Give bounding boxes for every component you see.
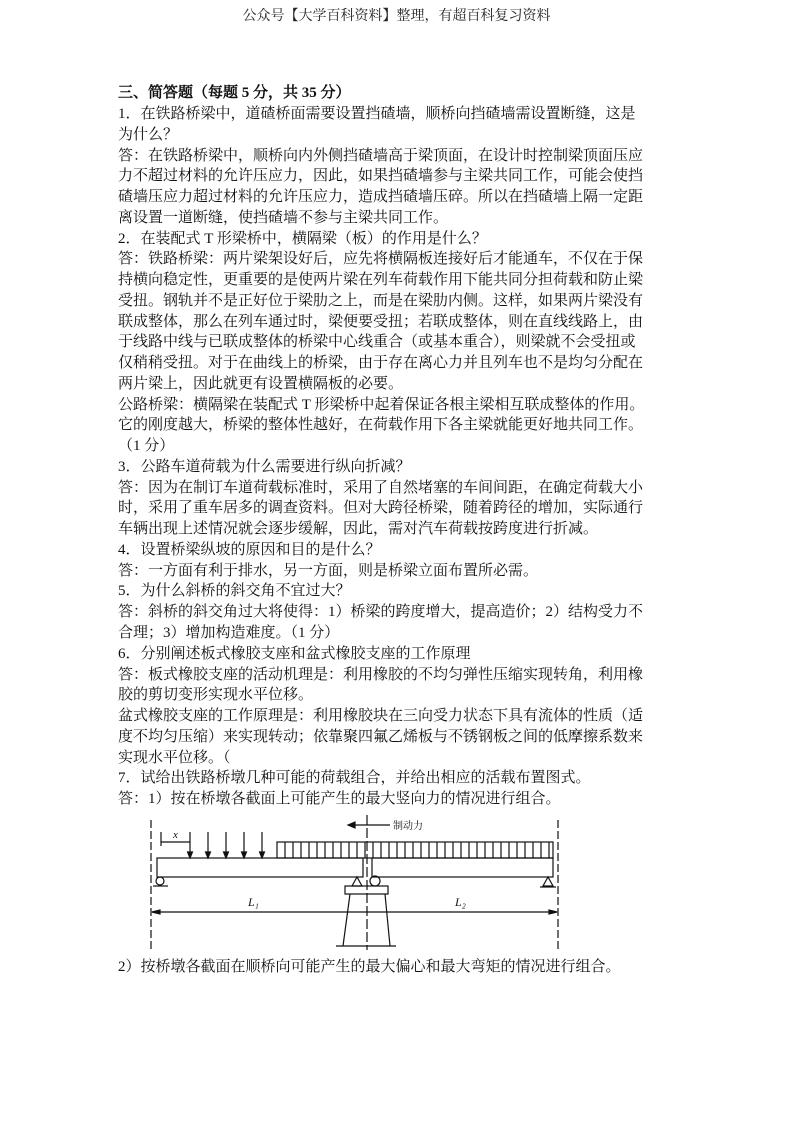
span1-label: L₁ (248, 895, 259, 909)
text-line: 实现水平位移。（ (118, 749, 231, 766)
text-line: 碴墙压应力超过材料的允许压应力，造成挡碴墙压碎。所以在挡碴墙上隔一定距 (118, 189, 644, 206)
text-line: 5．为什么斜桥的斜交角不宜过大？ (118, 583, 351, 600)
text-line: 胶的剪切变形实现水平位移。 (118, 687, 314, 704)
text-line: 6．分别阐述板式橡胶支座和盆式橡胶支座的工作原理 (118, 645, 471, 662)
pier-load-diagram (140, 810, 590, 955)
text-line: 车辆出现上述情况就会逐步缓解，因此，需对汽车荷载按跨度进行折减。 (118, 521, 599, 538)
text-line: 1．在铁路桥梁中，道碴桥面需要设置挡碴墙，顺桥向挡碴墙需设置断缝，这是 (118, 106, 636, 122)
braking-force-arrow (348, 822, 390, 828)
boundary-lines (151, 820, 558, 950)
left-beam (157, 858, 363, 877)
text-line: 答：在铁路桥梁中，顺桥向内外侧挡碴墙高于梁顶面，在设计时控制梁顶面压应 (118, 147, 644, 164)
uniform-load-block (277, 842, 553, 858)
after-figure-text: 2）按桥墩各截面在顺桥向可能产生的最大偏心和最大弯矩的情况进行组合。 (118, 959, 621, 975)
span2-label: L₂ (455, 895, 466, 909)
text-line: 时，采用了重车居多的调查资料。但对大跨径桥梁，随着跨径的增加，实际通行 (118, 500, 644, 517)
span-dimension (152, 910, 557, 914)
text-line: 联成整体，那么在列车通过时，梁便要受扭；若联成整体，则在直线线路上，由 (118, 313, 644, 330)
text-line: 力不超过材料的允许压应力，因此，如果挡碴墙参与主梁共同工作，可能会使挡 (118, 168, 644, 185)
arrow-head (260, 852, 265, 858)
text-line: 答：因为在制订车道荷载标准时，采用了自然堵塞的车间间距，在确定荷载大小 (118, 479, 644, 496)
text-line: 答：一方面有利于排水，另一方面，则是桥梁立面布置所必需。 (118, 562, 539, 579)
text-line: 3．公路车道荷载为什么需要进行纵向折减？ (118, 458, 411, 475)
text-line: 盆式橡胶支座的工作原理是：利用橡胶块在三向受力状态下具有流体的性质（适 (118, 708, 644, 725)
text-line: 受扭。钢轨并不是正好位于梁肋之上，而是在梁肋内侧。这样，如果两片梁没有 (118, 292, 644, 309)
pier-body (336, 894, 396, 946)
text-line: 为什么？ (118, 126, 179, 143)
page-header: 公众号【大学百科资料】整理，有超百科复习资料 (242, 9, 551, 24)
uniform-load (277, 842, 553, 858)
text-line: 合理；3）增加构造难度。（1 分） (118, 625, 340, 641)
text-line: 持横向稳定性，更重要的是使两片梁在列车荷载作用下能共同分担荷载和防止梁 (118, 272, 644, 289)
text-line: 4．设置桥梁纵坡的原因和目的是什么？ (118, 541, 381, 558)
left-support (153, 877, 168, 886)
right-support (540, 877, 556, 887)
text-line: 2．在装配式 T 形梁桥中，横隔梁（板）的作用是什么？ (118, 230, 487, 247)
text-line: 答：铁路桥梁：两片梁架设好后，应先将横隔板连接好后才能通车，不仅在于保 (118, 251, 644, 268)
text-line: （1 分） (118, 438, 175, 455)
text-line: 两片梁上，因此就更有设置横隔板的必要。 (118, 375, 404, 392)
text-line: 仅稍稍受扭。对于在曲线上的桥梁，由于存在离心力并且列车也不是均匀分配在 (118, 355, 644, 372)
arrow-head (188, 852, 193, 858)
concentrated-loads (188, 832, 265, 858)
text-line: 答：1）按在桥墩各截面上可能产生的最大竖向力的情况进行组合。 (118, 791, 561, 808)
right-beam (372, 858, 553, 877)
arrow-head (242, 852, 247, 858)
text-line: 答：板式橡胶支座的活动机理是：利用橡胶的不均匀弹性压缩实现转角，利用橡 (118, 666, 644, 683)
braking-force-label: 制动力 (393, 821, 423, 832)
x-label: x (173, 829, 178, 841)
section-title: 三、简答题（每题 5 分，共 35 分） (118, 85, 351, 101)
text-line: 于线路中线与已联成整体的桥梁中心线重合（或基本重合），则梁就不会受扭或 (118, 334, 636, 351)
text-line: 公路桥梁：横隔梁在装配式 T 形梁桥中起着保证各根主梁相互联成整体的作用。 (118, 396, 645, 413)
text-line: 度不均匀压缩）来实现转动；依靠聚四氟乙烯板与不锈钢板之间的低摩擦系数来 (118, 728, 644, 745)
text-line: 答：斜桥的斜交角过大将使得：1）桥梁的跨度增大，提高造价；2）结构受力不 (118, 604, 644, 621)
text-line: 7．试给出铁路桥墩几种可能的荷载组合，并给出相应的活载布置图式。 (118, 770, 591, 787)
text-line: 它的刚度越大，桥梁的整体性越好，在荷载作用下各主梁就能更好地共同工作。 (118, 417, 644, 434)
arrow-head (206, 852, 211, 858)
text-line: 离设置一道断缝，使挡碴墙不参与主梁共同工作。 (118, 209, 449, 226)
arrow-head (224, 852, 229, 858)
